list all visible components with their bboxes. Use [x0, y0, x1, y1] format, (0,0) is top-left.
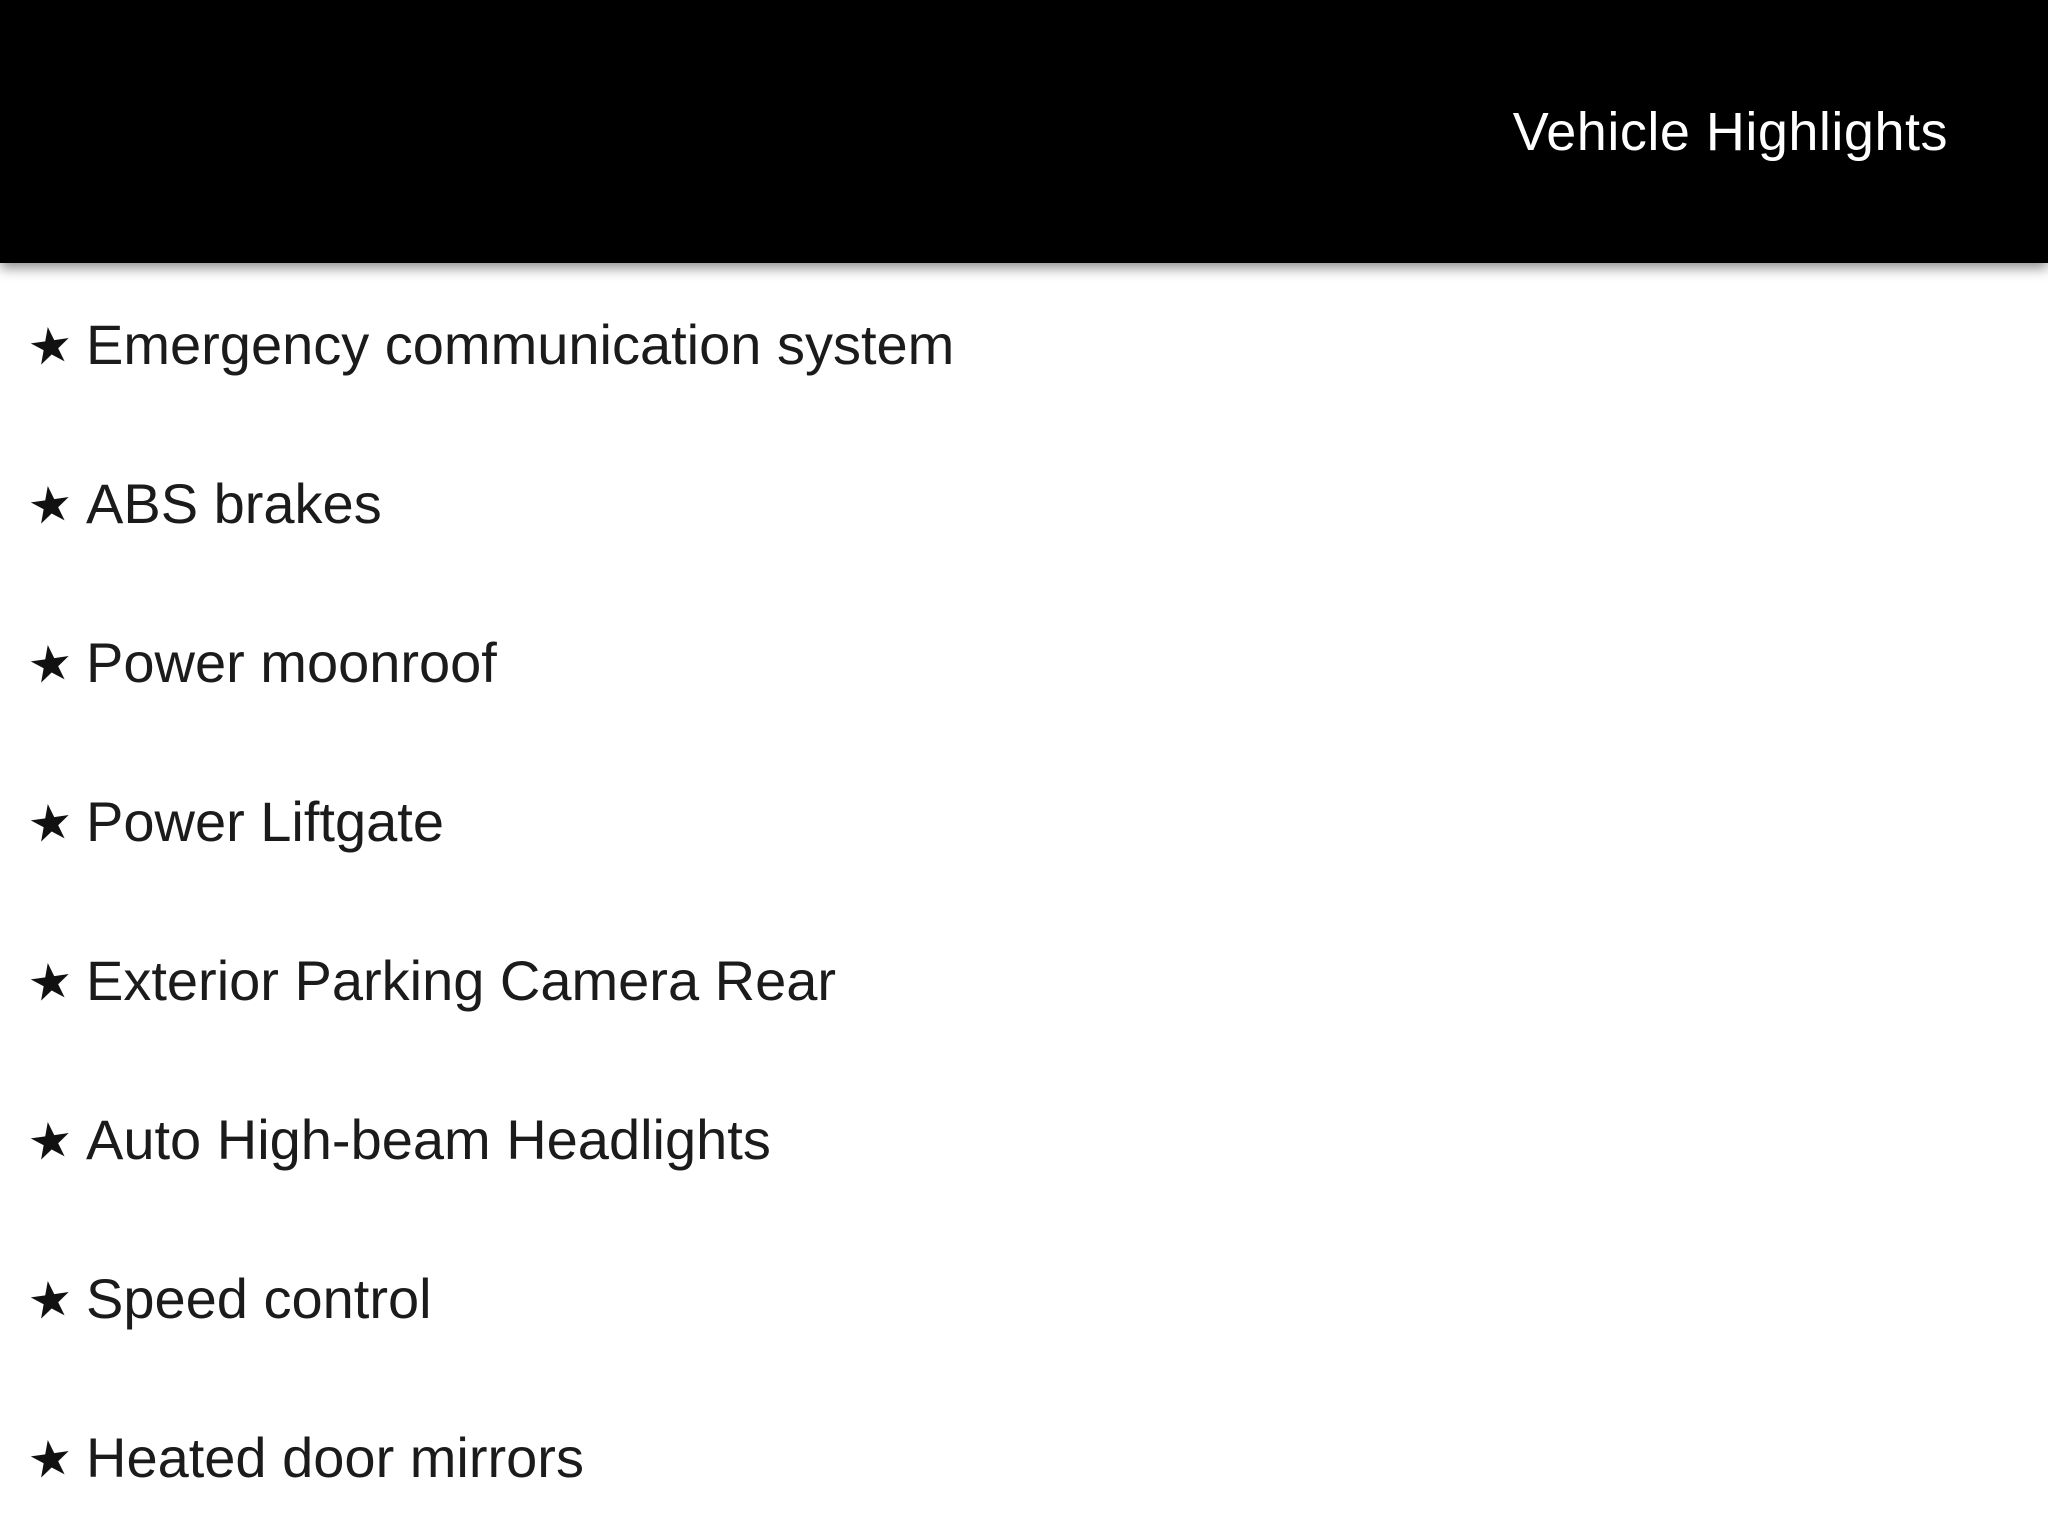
- star-icon: ★: [24, 473, 77, 536]
- feature-label: ABS brakes: [86, 472, 382, 535]
- feature-label: Auto High-beam Headlights: [86, 1108, 771, 1171]
- feature-label: Emergency communication system: [86, 313, 955, 376]
- star-icon: ★: [24, 950, 77, 1013]
- list-item: [24, 583, 2048, 742]
- list-item: [24, 742, 2048, 901]
- feature-label: Heated door mirrors: [86, 1426, 584, 1489]
- star-icon: ★: [24, 791, 77, 854]
- header-bar: [0, 0, 2048, 263]
- feature-label: Power moonroof: [86, 631, 497, 694]
- feature-label: Exterior Parking Camera Rear: [86, 949, 837, 1012]
- star-icon: ★: [24, 1268, 77, 1331]
- list-item: [24, 1219, 2048, 1378]
- page-title: Vehicle Highlights: [1512, 101, 1948, 162]
- star-icon: ★: [24, 632, 77, 695]
- feature-label: Power Liftgate: [86, 790, 444, 853]
- list-item: [24, 1060, 2048, 1219]
- star-icon: ★: [24, 1427, 77, 1490]
- feature-label: Speed control: [86, 1267, 432, 1330]
- list-item: [24, 424, 2048, 583]
- list-item: [24, 265, 2048, 424]
- list-item: [24, 901, 2048, 1060]
- star-icon: ★: [24, 314, 77, 377]
- star-icon: ★: [24, 1109, 77, 1172]
- feature-list: [0, 263, 2048, 1537]
- list-item: [24, 1378, 2048, 1537]
